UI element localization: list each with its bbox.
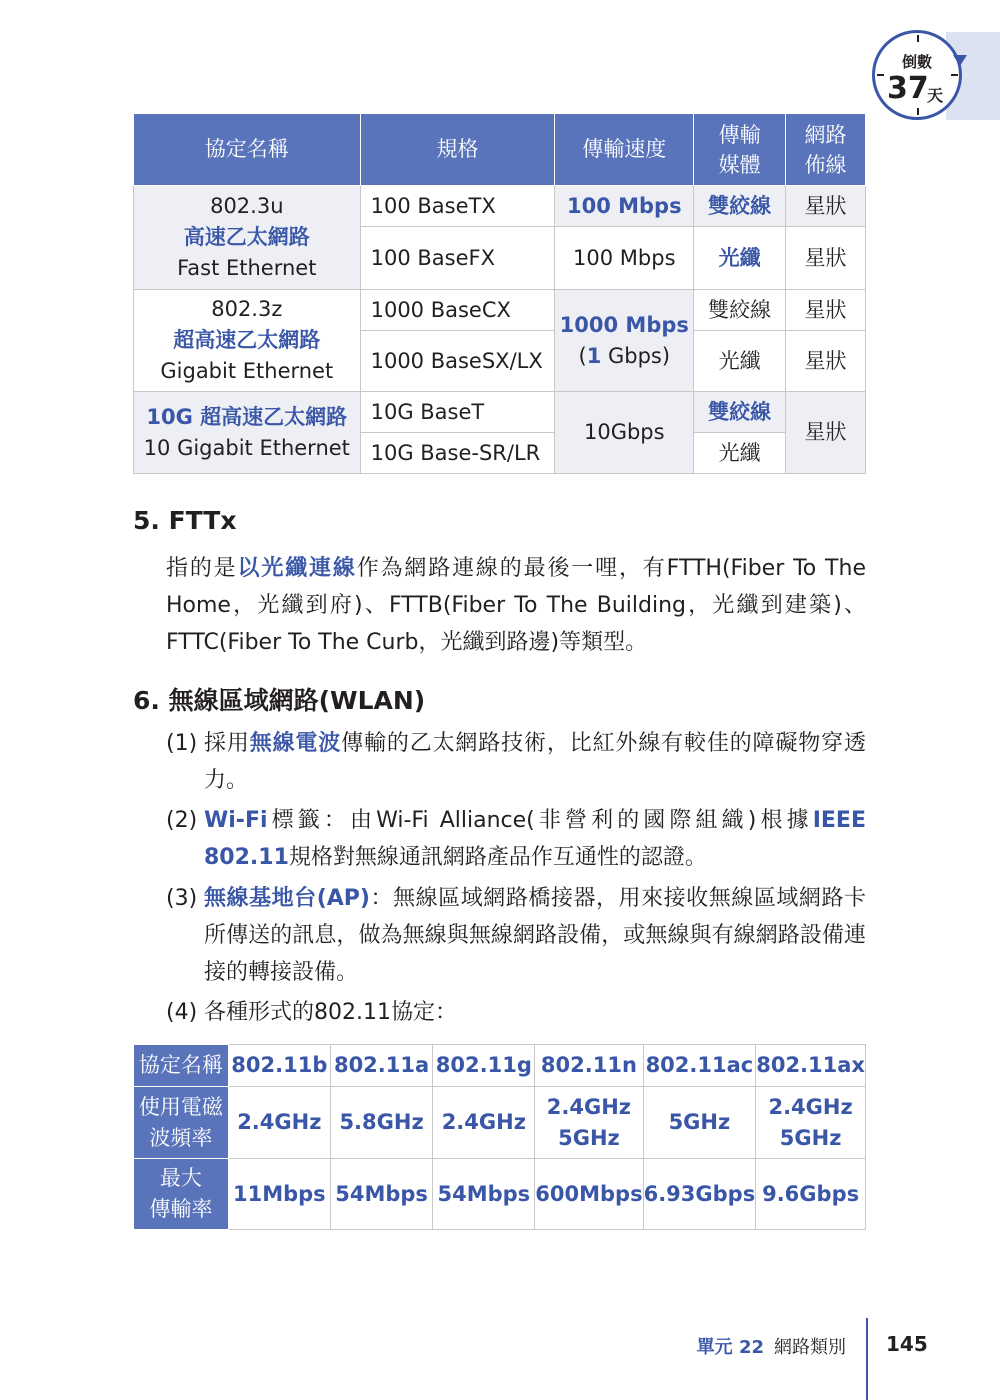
section-5-heading: 5. FTTx — [133, 506, 237, 535]
header-frequency: 使用電磁 波頻率 — [134, 1087, 229, 1159]
protocol-cell: 10G 超高速乙太網路 10 Gigabit Ethernet — [134, 392, 361, 474]
spec-cell: 100 BaseTX — [360, 186, 555, 227]
protocol-cell: 802.3u 高速乙太網路 Fast Ethernet — [134, 186, 361, 290]
footer-unit: 單元 22 — [696, 1337, 764, 1358]
spec-cell: 100 BaseFX — [360, 227, 555, 290]
header-speed: 傳輸速度 — [555, 114, 694, 186]
speed-cell: 1000 Mbps (1 Gbps) — [555, 290, 694, 392]
freq-cell: 2.4GHz 5GHz — [535, 1087, 643, 1159]
rate-cell: 54Mbps — [433, 1159, 535, 1230]
list-item: (1) 採用無線電波傳輸的乙太網路技術，比紅外線有較佳的障礙物穿透力。 — [166, 731, 866, 793]
rate-cell: 11Mbps — [228, 1159, 330, 1230]
countdown-number: 37 — [887, 71, 929, 106]
rate-cell: 54Mbps — [330, 1159, 433, 1230]
protocol-cell: 802.11b — [228, 1045, 330, 1087]
freq-cell: 5GHz — [643, 1087, 756, 1159]
running-footer — [697, 1333, 846, 1359]
media-cell: 光纖 — [694, 227, 786, 290]
protocol-cell: 802.3z 超高速乙太網路 Gigabit Ethernet — [134, 290, 361, 392]
rate-cell: 6.93Gbps — [643, 1159, 756, 1230]
list-item: (2) Wi-Fi標籤：由Wi-Fi Alliance(非營利的國際組織)根據IEEE 802.11規格對無線通訊網路產品作互通性的認證。 — [166, 808, 866, 870]
protocol-cell: 802.11g — [433, 1045, 535, 1087]
wiring-cell: 星狀 — [786, 186, 866, 227]
header-protocol: 協定名稱 — [134, 1045, 229, 1087]
wiring-cell: 星狀 — [786, 331, 866, 392]
speed-cell: 100 Mbps — [555, 186, 694, 227]
header-protocol: 協定名稱 — [134, 114, 361, 186]
countdown-label: 倒數 — [901, 53, 932, 71]
header-spec: 規格 — [360, 114, 555, 186]
header-wiring: 網路佈線 — [786, 114, 866, 186]
wiring-cell: 星狀 — [786, 290, 866, 331]
wiring-cell: 星狀 — [786, 392, 866, 474]
media-cell: 光纖 — [694, 331, 786, 392]
protocol-cell: 802.11ac — [643, 1045, 756, 1087]
footer-chapter: 網路類別 — [774, 1337, 846, 1358]
footer-divider — [866, 1318, 868, 1400]
countdown-badge — [872, 30, 962, 120]
protocol-cell: 802.11a — [330, 1045, 433, 1087]
spec-cell: 10G BaseT — [360, 392, 555, 433]
media-cell: 光纖 — [694, 433, 786, 474]
ethernet-table — [133, 113, 866, 474]
list-item: (3) 無線基地台(AP)：無線區域網路橋接器，用來接收無線區域網路卡所傳送的訊息，做為無線與無線網路設備，或無線與有線網路設備連接的轉接設備。 — [166, 886, 866, 985]
header-media: 傳輸媒體 — [694, 114, 786, 186]
rate-cell: 600Mbps — [535, 1159, 643, 1230]
media-cell: 雙絞線 — [694, 392, 786, 433]
freq-cell: 2.4GHz — [433, 1087, 535, 1159]
rate-cell: 9.6Gbps — [756, 1159, 866, 1230]
media-cell: 雙絞線 — [694, 186, 786, 227]
section-6-heading: 6. 無線區域網路(WLAN) — [133, 686, 426, 715]
protocol-cell: 802.11ax — [756, 1045, 866, 1087]
speed-cell: 10Gbps — [555, 392, 694, 474]
list-item: (4) 各種形式的802.11協定： — [166, 1000, 457, 1025]
wlan-table — [133, 1044, 866, 1230]
freq-cell: 2.4GHz 5GHz — [756, 1087, 866, 1159]
media-cell: 雙絞線 — [694, 290, 786, 331]
page-number: 145 — [886, 1332, 928, 1356]
freq-cell: 2.4GHz — [228, 1087, 330, 1159]
speed-cell: 100 Mbps — [555, 227, 694, 290]
freq-cell: 5.8GHz — [330, 1087, 433, 1159]
wiring-cell: 星狀 — [786, 227, 866, 290]
section-5-paragraph: 指的是以光纖連線作為網路連線的最後一哩，有FTTH(Fiber To The Home，光纖到府)、FTTB(Fiber To The Building，光纖到建築)、FTTC(Fiber To The Curb，光纖到路邊)等類型。 — [166, 556, 866, 655]
header-rate: 最大 傳輸率 — [134, 1159, 229, 1230]
protocol-cell: 802.11n — [535, 1045, 643, 1087]
spec-cell: 1000 BaseSX/LX — [360, 331, 555, 392]
spec-cell: 10G Base-SR/LR — [360, 433, 555, 474]
countdown-unit: 天 — [927, 86, 944, 105]
spec-cell: 1000 BaseCX — [360, 290, 555, 331]
